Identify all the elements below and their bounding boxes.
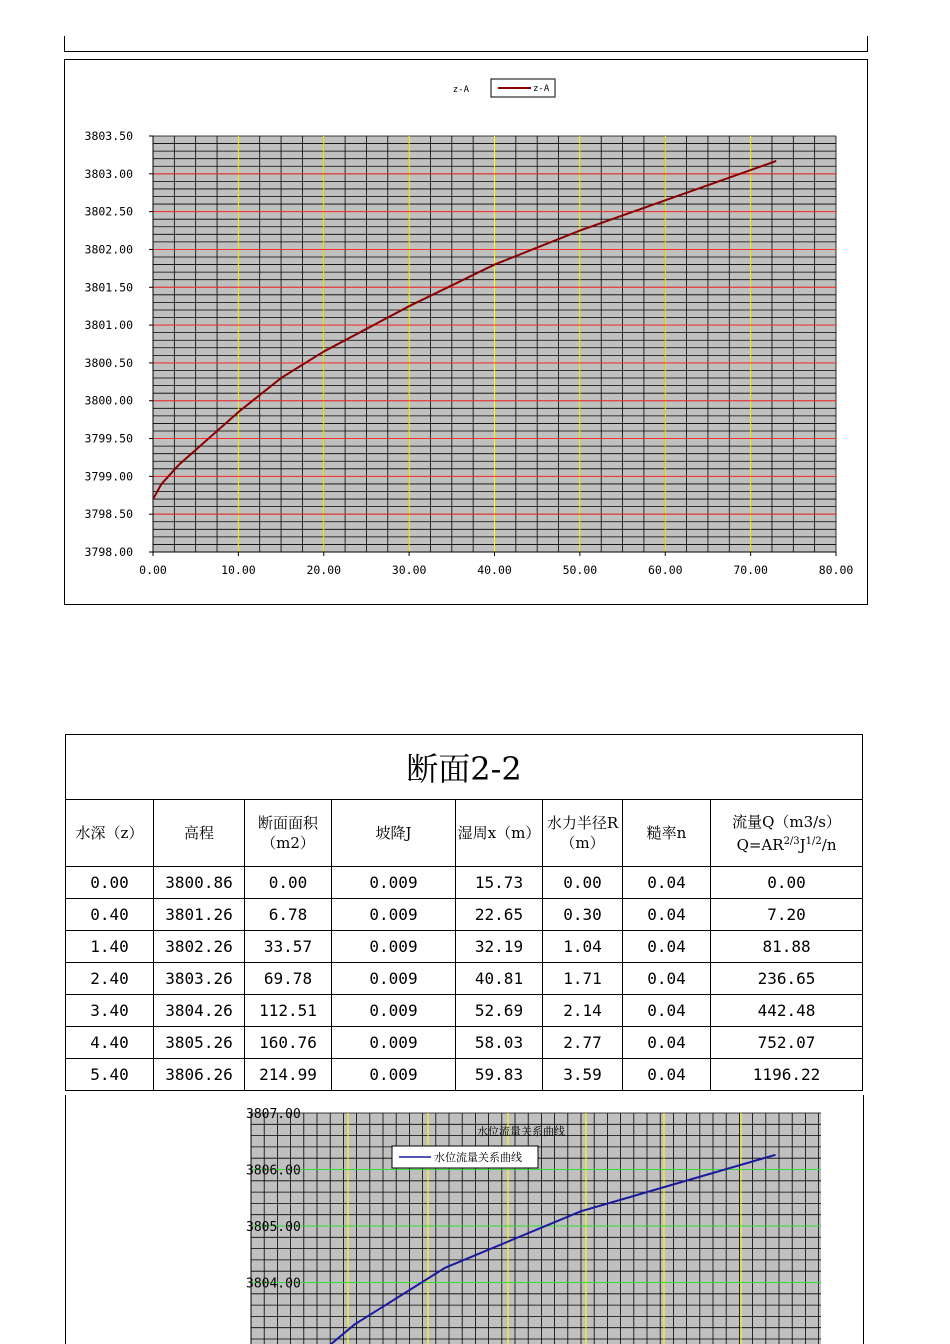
y-tick-label: 3799.00 bbox=[84, 469, 133, 484]
cell-elevation: 3803.26 bbox=[154, 963, 245, 995]
x-tick-label: 80.00 bbox=[818, 563, 854, 577]
chart-legend bbox=[491, 79, 555, 97]
y-tick-label: 3801.00 bbox=[84, 318, 133, 333]
z-a-chart-svg bbox=[65, 60, 869, 606]
y-tick-label: 3798.50 bbox=[84, 507, 133, 522]
y-tick-label: 3801.50 bbox=[84, 280, 133, 295]
cell-depth: 0.00 bbox=[66, 867, 154, 899]
table-row bbox=[66, 963, 863, 995]
cell-slope: 0.009 bbox=[332, 899, 456, 931]
header-wetted-perimeter: 湿周x（m） bbox=[456, 800, 543, 867]
header-elevation: 高程 bbox=[154, 800, 245, 867]
table-row bbox=[66, 1059, 863, 1091]
y-tick-label-2: 3805.00 bbox=[246, 1220, 301, 1235]
header-roughness: 糙率n bbox=[623, 800, 711, 867]
cell-discharge: 81.88 bbox=[711, 931, 863, 963]
y-tick-label: 3800.00 bbox=[84, 393, 133, 408]
cell-slope: 0.009 bbox=[332, 963, 456, 995]
cell-roughness: 0.04 bbox=[623, 995, 711, 1027]
cell-elevation: 3802.26 bbox=[154, 931, 245, 963]
y-tick-label-2: 3806.00 bbox=[246, 1163, 301, 1179]
table-row bbox=[66, 931, 863, 963]
cell-discharge: 0.00 bbox=[711, 867, 863, 899]
chart2-title: 水位流量关系曲线 bbox=[477, 1125, 565, 1138]
y-tick-label-2: 3807.00 bbox=[246, 1107, 301, 1122]
cell-slope: 0.009 bbox=[332, 1059, 456, 1091]
cell-wetted-perimeter: 32.19 bbox=[456, 931, 543, 963]
table-row bbox=[66, 899, 863, 931]
cell-slope: 0.009 bbox=[332, 867, 456, 899]
chart2-legend-label: 水位流量关系曲线 bbox=[434, 1151, 522, 1164]
x-tick-label: 60.00 bbox=[647, 563, 683, 577]
cell-elevation: 3800.86 bbox=[154, 867, 245, 899]
cell-area: 0.00 bbox=[245, 867, 332, 899]
cell-slope: 0.009 bbox=[332, 1027, 456, 1059]
cell-wetted-perimeter: 52.69 bbox=[456, 995, 543, 1027]
x-tick-label: 70.00 bbox=[733, 563, 768, 577]
x-tick-label: 20.00 bbox=[306, 563, 342, 577]
cell-slope: 0.009 bbox=[332, 995, 456, 1027]
discharge-formula: $Q=AR^{2/3}J^{1/2}/n$ bbox=[736, 835, 837, 854]
x-tick-label: 40.00 bbox=[477, 563, 512, 577]
cell-area: 69.78 bbox=[245, 963, 332, 995]
x-tick-label: 0.00 bbox=[139, 563, 167, 577]
cell-discharge: 752.07 bbox=[711, 1027, 863, 1059]
header-slope: 坡降J bbox=[332, 800, 456, 867]
cell-depth: 0.40 bbox=[66, 899, 154, 931]
y-tick-label: 3803.00 bbox=[84, 166, 133, 181]
cell-wetted-perimeter: 59.83 bbox=[456, 1059, 543, 1091]
cell-roughness: 0.04 bbox=[623, 867, 711, 899]
table-row bbox=[66, 867, 863, 899]
header-depth: 水深（z） bbox=[66, 800, 154, 867]
cell-area: 214.99 bbox=[245, 1059, 332, 1091]
cell-discharge: 1196.22 bbox=[711, 1059, 863, 1091]
x-tick-label: 10.00 bbox=[221, 563, 256, 577]
chart2-legend bbox=[392, 1146, 538, 1168]
plot-area bbox=[149, 136, 836, 556]
cell-wetted-perimeter: 15.73 bbox=[456, 867, 543, 899]
cell-hydraulic-radius: 3.59 bbox=[543, 1059, 623, 1091]
cell-hydraulic-radius: 2.77 bbox=[543, 1027, 623, 1059]
y-tick-label-2: 3804.00 bbox=[246, 1276, 301, 1292]
cell-roughness: 0.04 bbox=[623, 931, 711, 963]
cell-area: 33.57 bbox=[245, 931, 332, 963]
cell-roughness: 0.04 bbox=[623, 899, 711, 931]
table-title: 断面2-2 bbox=[66, 735, 863, 800]
cell-hydraulic-radius: 1.71 bbox=[543, 963, 623, 995]
cell-wetted-perimeter: 40.81 bbox=[456, 963, 543, 995]
section-table bbox=[65, 734, 862, 1091]
z-a-chart bbox=[64, 59, 868, 605]
x-tick-label: 50.00 bbox=[562, 563, 598, 577]
cell-discharge: 236.65 bbox=[711, 963, 863, 995]
cell-roughness: 0.04 bbox=[623, 963, 711, 995]
cell-discharge: 442.48 bbox=[711, 995, 863, 1027]
cell-wetted-perimeter: 22.65 bbox=[456, 899, 543, 931]
cell-area: 112.51 bbox=[245, 995, 332, 1027]
cell-elevation: 3805.26 bbox=[154, 1027, 245, 1059]
cell-roughness: 0.04 bbox=[623, 1027, 711, 1059]
cell-roughness: 0.04 bbox=[623, 1059, 711, 1091]
cell-discharge: 7.20 bbox=[711, 899, 863, 931]
cell-depth: 3.40 bbox=[66, 995, 154, 1027]
legend-label: z-A bbox=[533, 84, 550, 94]
table-row bbox=[66, 995, 863, 1027]
chart-title: z-A bbox=[452, 85, 469, 95]
header-discharge-label: 流量Q（m3/s） bbox=[732, 812, 841, 831]
cell-area: 6.78 bbox=[245, 899, 332, 931]
cell-wetted-perimeter: 58.03 bbox=[456, 1027, 543, 1059]
y-tick-label: 3799.50 bbox=[84, 431, 133, 446]
cell-hydraulic-radius: 0.00 bbox=[543, 867, 623, 899]
cell-depth: 1.40 bbox=[66, 931, 154, 963]
y-tick-label: 3798.00 bbox=[84, 545, 133, 559]
cell-area: 160.76 bbox=[245, 1027, 332, 1059]
cell-elevation: 3804.26 bbox=[154, 995, 245, 1027]
cell-slope: 0.009 bbox=[332, 931, 456, 963]
cell-elevation: 3801.26 bbox=[154, 899, 245, 931]
y-tick-label: 3800.50 bbox=[84, 355, 133, 370]
y-tick-label: 3802.00 bbox=[84, 242, 133, 257]
cell-hydraulic-radius: 1.04 bbox=[543, 931, 623, 963]
x-tick-label: 30.00 bbox=[391, 563, 427, 577]
cell-depth: 2.40 bbox=[66, 963, 154, 995]
cell-depth: 4.40 bbox=[66, 1027, 154, 1059]
y-tick-label: 3802.50 bbox=[84, 204, 133, 219]
cell-hydraulic-radius: 0.30 bbox=[543, 899, 623, 931]
stage-discharge-chart-svg bbox=[66, 1095, 864, 1344]
header-hydraulic-radius: 水力半径R（m） bbox=[543, 800, 623, 867]
y-tick-label: 3803.50 bbox=[84, 129, 133, 143]
stage-discharge-chart bbox=[65, 1095, 864, 1344]
header-area: 断面面积（m2） bbox=[245, 800, 332, 867]
cell-hydraulic-radius: 2.14 bbox=[543, 995, 623, 1027]
table-row bbox=[66, 1027, 863, 1059]
cell-elevation: 3806.26 bbox=[154, 1059, 245, 1091]
previous-section-border bbox=[64, 36, 868, 52]
header-discharge bbox=[711, 800, 863, 867]
cell-depth: 5.40 bbox=[66, 1059, 154, 1091]
